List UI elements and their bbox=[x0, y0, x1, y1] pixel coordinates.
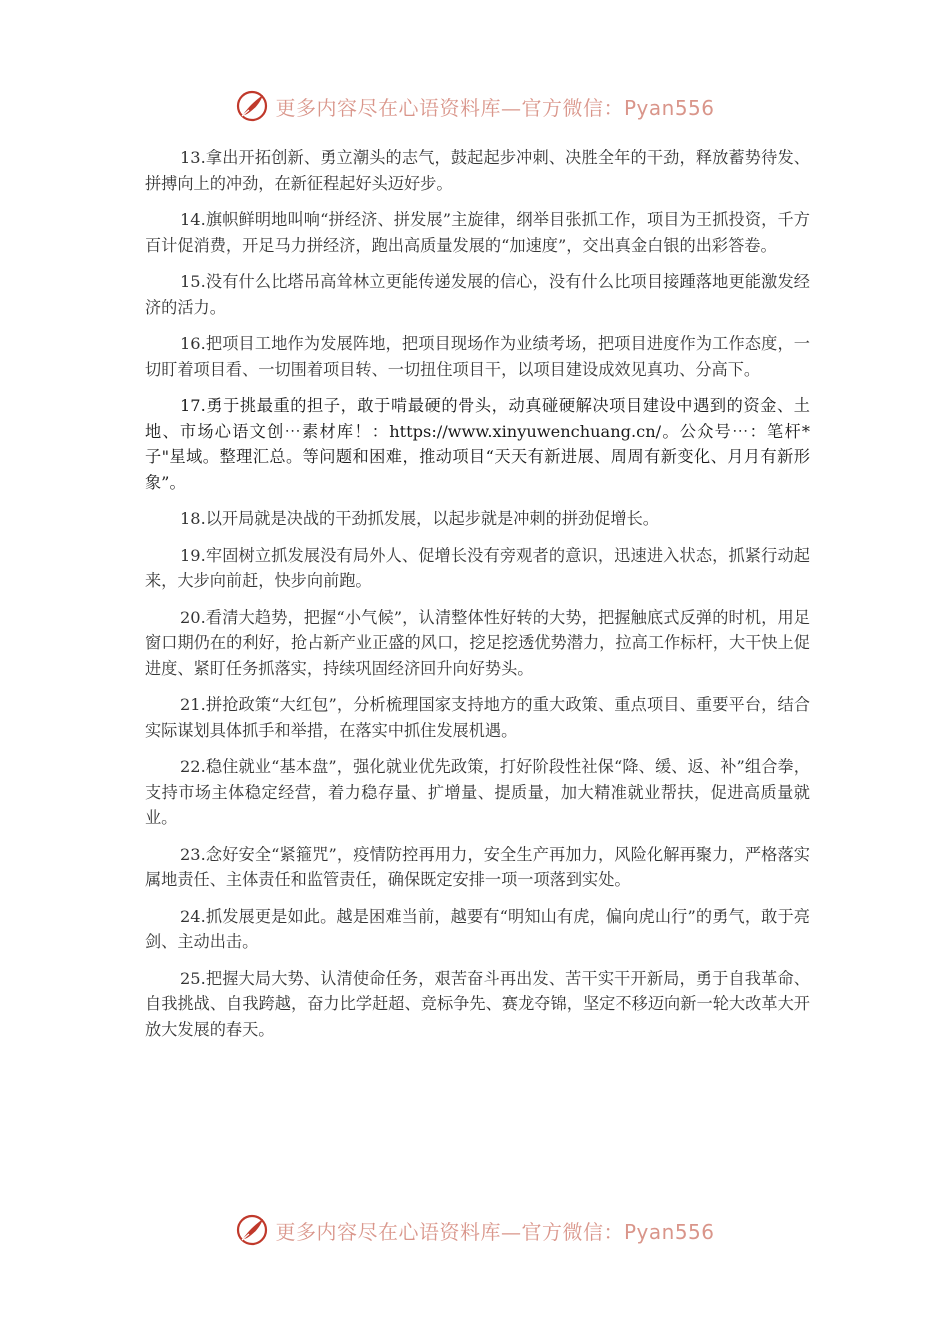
quill-logo-icon bbox=[235, 1213, 269, 1247]
paragraph-22: 22.稳住就业“基本盘”，强化就业优先政策，打好阶段性社保“降、缓、返、补”组合拳，支持市场主体稳定经营，着力稳存量、扩增量、提质量，加大精准就业帮扶，促进高质量就业。 bbox=[145, 757, 810, 827]
paragraph-25: 25.把握大局大势、认清使命任务，艰苦奋斗再出发、苦干实干开新局，勇于自我革命、自我挑战、自我跨越，奋力比学赶超、竞标争先、赛龙夺锦，坚定不移迈向新一轮大改革大开放大发展的春天。 bbox=[145, 968, 810, 1039]
header-wechat-id: Pyan556 bbox=[623, 95, 715, 120]
footer-text: 更多内容尽在心语资料库—官方微信：Pyan556 bbox=[275, 1219, 715, 1244]
footer-banner bbox=[0, 1210, 950, 1250]
paragraph-21: 21.拼抢政策“大红包”，分析梳理国家支持地方的重大政策、重点项目、重要平台，结合实际谋划具体抓手和举措，在落实中抓住发展机遇。 bbox=[145, 695, 810, 740]
paragraph-15: 15.没有什么比塔吊高耸林立更能传递发展的信心，没有什么比项目接踵落地更能激发经济的活力。 bbox=[145, 272, 810, 317]
footer-wechat-id: Pyan556 bbox=[623, 1219, 715, 1244]
paragraph-16: 16.把项目工地作为发展阵地，把项目现场作为业绩考场，把项目进度作为工作态度，一切盯着项目看、一切围着项目转、一切扭住项目干，以项目建设成效见真功、分高下。 bbox=[145, 334, 810, 379]
document-body bbox=[145, 145, 810, 1053]
header-text: 更多内容尽在心语资料库—官方微信：Pyan556 bbox=[275, 95, 715, 120]
paragraph-19: 19.牢固树立抓发展没有局外人、促增长没有旁观者的意识，迅速进入状态，抓紧行动起来，大步向前赶，快步向前跑。 bbox=[145, 545, 810, 590]
paragraph-17: 17.勇于挑最重的担子，敢于啃最硬的骨头，动真碰硬解决项目建设中遇到的资金、土地、市场心语文创⋯素材库！：https://www.xinyuwenchuang.cn/。公众号⋯：笔杆*子"星域。整理汇总。等问题和困难，推动项目“天天有新进展、周周有新变化、月月有新形象”。 bbox=[145, 396, 810, 492]
paragraph-13: 13.拿出开拓创新、勇立潮头的志气，鼓起起步冲刺、决胜全年的干劲，释放蓄势待发、拼搏向上的冲劲，在新征程起好头迈好步。 bbox=[145, 148, 810, 193]
quill-logo-icon bbox=[235, 89, 269, 123]
paragraph-23: 23.念好安全“紧箍咒”，疫情防控再用力，安全生产再加力，风险化解再聚力，严格落实属地责任、主体责任和监管责任，确保既定安排一项一项落到实处。 bbox=[145, 844, 810, 889]
paragraph-24: 24.抓发展更是如此。越是困难当前，越要有“明知山有虎，偏向虎山行”的勇气，敢于亮剑、主动出击。 bbox=[145, 906, 810, 951]
paragraph-14: 14.旗帜鲜明地叫响“拼经济、拼发展”主旋律，纲举目张抓工作，项目为王抓投资，千方百计促消费，开足马力拼经济，跑出高质量发展的“加速度”，交出真金白银的出彩答卷。 bbox=[145, 210, 810, 255]
paragraph-18: 18.以开局就是决战的干劲抓发展，以起步就是冲刺的拼劲促增长。 bbox=[180, 509, 659, 528]
header-banner bbox=[0, 86, 950, 126]
paragraph-20: 20.看清大趋势，把握“小气候”，认清整体性好转的大势，把握触底式反弹的时机，用足窗口期仍在的利好，抢占新产业正盛的风口，挖足挖透优势潜力，拉高工作标杆，大干快上促进度、紧盯任务抓落实，持续巩固经济回升向好势头。 bbox=[145, 607, 810, 678]
